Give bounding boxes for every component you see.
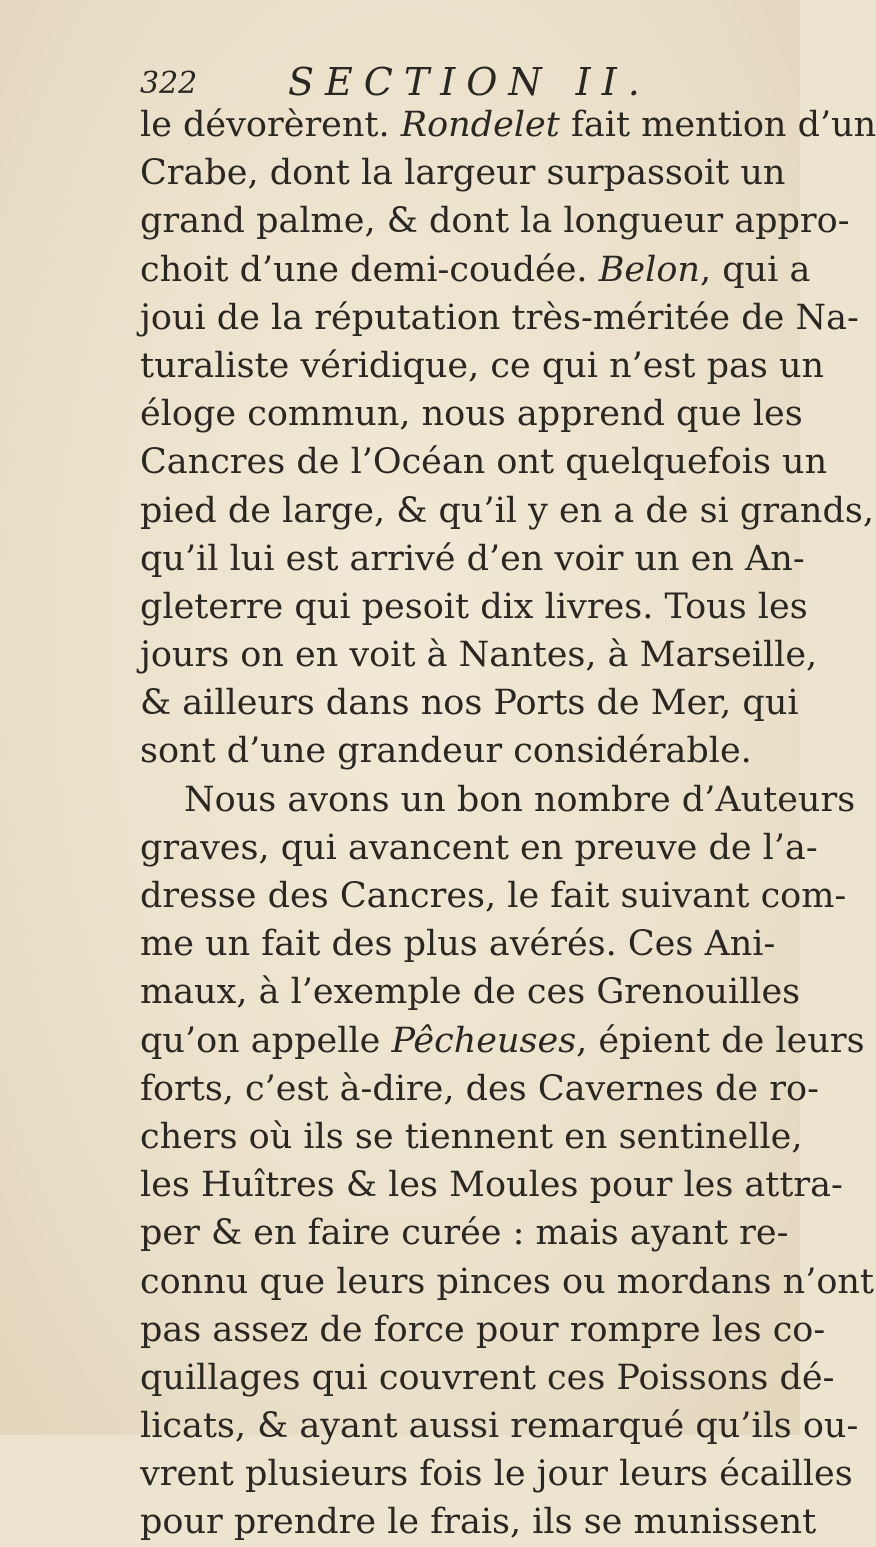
text-segment: turaliste véridique, ce qui n’est pas un: [140, 345, 825, 386]
italic-name: Pêcheuses: [391, 1020, 577, 1061]
text-segment: jours on en voit à Nantes, à Marseille,: [140, 635, 818, 676]
text-segment: sont d’une grandeur considérable.: [140, 731, 752, 772]
text-segment: per & en faire curée : mais ayant re-: [140, 1213, 789, 1254]
text-line: [140, 1065, 819, 1113]
text-segment: connu que leurs pinces ou mordans n’ont: [140, 1261, 874, 1302]
text-segment: Crabe, dont la largeur surpassoit un: [140, 153, 786, 194]
text-segment: fait mention d’un: [559, 105, 876, 145]
text-line: [140, 968, 801, 1016]
text-line: [140, 438, 828, 486]
text-segment: & ailleurs dans nos Ports de Mer, qui: [140, 683, 799, 724]
text-segment: pied de large, & qu’il y en a de si grands,: [140, 490, 874, 531]
running-head: SECTION II.: [288, 60, 651, 104]
text-segment: Cancres de l’Océan ont quelquefois un: [140, 442, 828, 483]
text-line: [140, 1354, 835, 1402]
text-line: [140, 342, 825, 390]
body-text: [140, 101, 876, 1547]
text-segment: grand palme, & dont la longueur appro-: [140, 201, 850, 242]
text-segment: gleterre qui pesoit dix livres. Tous les: [140, 586, 808, 627]
text-segment: forts, c’est à-dire, des Cavernes de ro-: [140, 1068, 819, 1109]
text-line: [140, 1450, 853, 1498]
text-segment: éloge commun, nous apprend que les: [140, 394, 803, 435]
text-segment: choit d’une demi-coudée.: [140, 249, 599, 290]
text-line: [140, 824, 818, 872]
text-line: [140, 1402, 859, 1450]
text-segment: joui de la réputation très-méritée de Na-: [140, 297, 859, 338]
text-line: [140, 390, 803, 438]
text-segment: me un fait des plus avérés. Ces Ani-: [140, 924, 776, 965]
text-segment: qu’on appelle: [140, 1020, 392, 1061]
text-line: [140, 197, 850, 245]
text-line: [140, 1017, 865, 1065]
text-line: [140, 246, 811, 294]
text-line: [140, 101, 876, 149]
text-segment: quillages qui couvrent ces Poissons dé-: [140, 1357, 835, 1398]
text-segment: qu’il lui est arrivé d’en voir un en An-: [140, 538, 805, 579]
text-line: [140, 920, 776, 968]
text-line: [140, 1113, 803, 1161]
text-line: [140, 149, 786, 197]
text-line: [140, 727, 750, 775]
italic-name: Belon: [598, 249, 700, 290]
text-line: [140, 631, 818, 679]
text-line: [140, 1209, 789, 1257]
text-line: [140, 1498, 817, 1546]
text-line: [140, 535, 805, 583]
text-line: [140, 1306, 826, 1354]
text-line: [140, 679, 799, 727]
text-line: [140, 487, 874, 535]
italic-name: Rondelet: [400, 105, 560, 145]
text-line: [140, 1161, 843, 1209]
text-segment: graves, qui avancent en preuve de l’a-: [140, 827, 818, 868]
text-line: [140, 872, 847, 920]
text-segment: dresse des Cancres, le fait suivant com-: [140, 876, 847, 916]
text-segment: pour prendre le frais, ils se munissent: [140, 1502, 817, 1543]
text-segment: le dévorèrent.: [140, 105, 401, 145]
text-line: [140, 583, 808, 631]
text-segment: Nous avons un bon nombre d’Auteurs: [184, 779, 856, 820]
text-line: [140, 1258, 874, 1306]
text-segment: , épient de leurs: [576, 1020, 865, 1061]
text-segment: maux, à l’exemple de ces Grenouilles: [140, 972, 801, 1013]
text-segment: , qui a: [699, 249, 811, 290]
text-segment: vrent plusieurs fois le jour leurs écailles: [140, 1454, 853, 1495]
page-number: 322: [140, 66, 198, 101]
text-segment: les Huîtres & les Moules pour les attra-: [140, 1165, 843, 1206]
text-line: [140, 776, 856, 824]
text-line: [140, 294, 859, 342]
text-segment: licats, & ayant aussi remarqué qu’ils ou-: [140, 1406, 859, 1447]
text-segment: pas assez de force pour rompre les co-: [140, 1309, 826, 1350]
text-segment: chers où ils se tiennent en sentinelle,: [140, 1116, 803, 1157]
